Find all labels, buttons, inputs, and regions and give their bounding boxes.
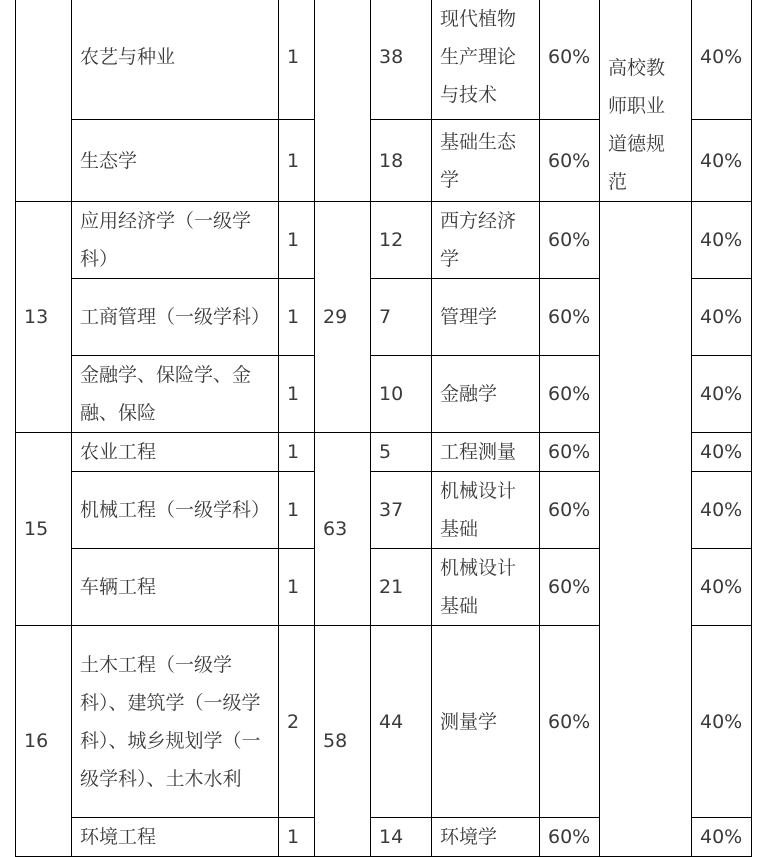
count-cell: 1	[279, 279, 315, 356]
table-row	[16, 202, 752, 279]
weight-cell: 60%	[540, 120, 600, 202]
weight-cell: 40%	[692, 549, 752, 626]
major-cell: 工商管理（一级学科）	[72, 279, 279, 356]
subject-count-cell: 44	[371, 626, 432, 818]
count-cell: 2	[279, 626, 315, 818]
count-cell: 1	[279, 549, 315, 626]
weight-cell: 40%	[692, 433, 752, 472]
table-row	[16, 0, 752, 120]
weight-cell: 40%	[692, 356, 752, 433]
group-number-cell: 13	[16, 202, 72, 433]
subject-cell: 管理学	[432, 279, 540, 356]
group-total-cell	[315, 0, 371, 202]
subject-cell: 现代植物生产理论与技术	[432, 0, 540, 120]
weight-cell: 60%	[540, 472, 600, 549]
subject-cell: 测量学	[432, 626, 540, 818]
major-cell: 机械工程（一级学科）	[72, 472, 279, 549]
major-cell: 应用经济学（一级学科）	[72, 202, 279, 279]
count-cell: 1	[279, 202, 315, 279]
weight-cell: 60%	[540, 433, 600, 472]
group-number-cell: 15	[16, 433, 72, 626]
group-total-cell: 63	[315, 433, 371, 626]
subject-cell: 工程测量	[432, 433, 540, 472]
group-number-cell	[16, 0, 72, 202]
major-cell: 农艺与种业	[72, 0, 279, 120]
subject-count-cell: 14	[371, 818, 432, 857]
weight-cell: 40%	[692, 0, 752, 120]
subject-count-cell: 18	[371, 120, 432, 202]
weight-cell: 60%	[540, 356, 600, 433]
subject-cell: 环境学	[432, 818, 540, 857]
subject-count-cell: 37	[371, 472, 432, 549]
weight-cell: 60%	[540, 279, 600, 356]
count-cell: 1	[279, 818, 315, 857]
group-number-cell: 16	[16, 626, 72, 857]
subject-cell: 机械设计基础	[432, 472, 540, 549]
weight-cell: 60%	[540, 549, 600, 626]
major-cell: 环境工程	[72, 818, 279, 857]
count-cell: 1	[279, 120, 315, 202]
subject-count-cell: 21	[371, 549, 432, 626]
weight-cell: 60%	[540, 626, 600, 818]
score-table	[15, 0, 752, 857]
major-cell: 金融学、保险学、金融、保险	[72, 356, 279, 433]
subject-cell: 基础生态学	[432, 120, 540, 202]
subject-cell: 金融学	[432, 356, 540, 433]
subject-cell: 西方经济学	[432, 202, 540, 279]
weight-cell: 40%	[692, 472, 752, 549]
weight-cell: 60%	[540, 0, 600, 120]
weight-cell: 40%	[692, 279, 752, 356]
weight-cell: 40%	[692, 202, 752, 279]
subject-count-cell: 38	[371, 0, 432, 120]
count-cell: 1	[279, 433, 315, 472]
major-cell: 生态学	[72, 120, 279, 202]
count-cell: 1	[279, 356, 315, 433]
common-subject-cell: 高校教师职业道德规范	[600, 0, 692, 202]
group-total-cell: 29	[315, 202, 371, 433]
weight-cell: 40%	[692, 120, 752, 202]
subject-cell: 机械设计基础	[432, 549, 540, 626]
group-total-cell: 58	[315, 626, 371, 857]
subject-count-cell: 10	[371, 356, 432, 433]
weight-cell: 40%	[692, 818, 752, 857]
subject-count-cell: 12	[371, 202, 432, 279]
subject-count-cell: 5	[371, 433, 432, 472]
count-cell: 1	[279, 472, 315, 549]
count-cell: 1	[279, 0, 315, 120]
major-cell: 土木工程（一级学科）、建筑学（一级学科）、城乡规划学（一级学科）、土木水利	[72, 626, 279, 818]
weight-cell: 40%	[692, 626, 752, 818]
common-subject-blank-cell	[600, 202, 692, 857]
major-cell: 农业工程	[72, 433, 279, 472]
subject-count-cell: 7	[371, 279, 432, 356]
weight-cell: 60%	[540, 818, 600, 857]
major-cell: 车辆工程	[72, 549, 279, 626]
weight-cell: 60%	[540, 202, 600, 279]
